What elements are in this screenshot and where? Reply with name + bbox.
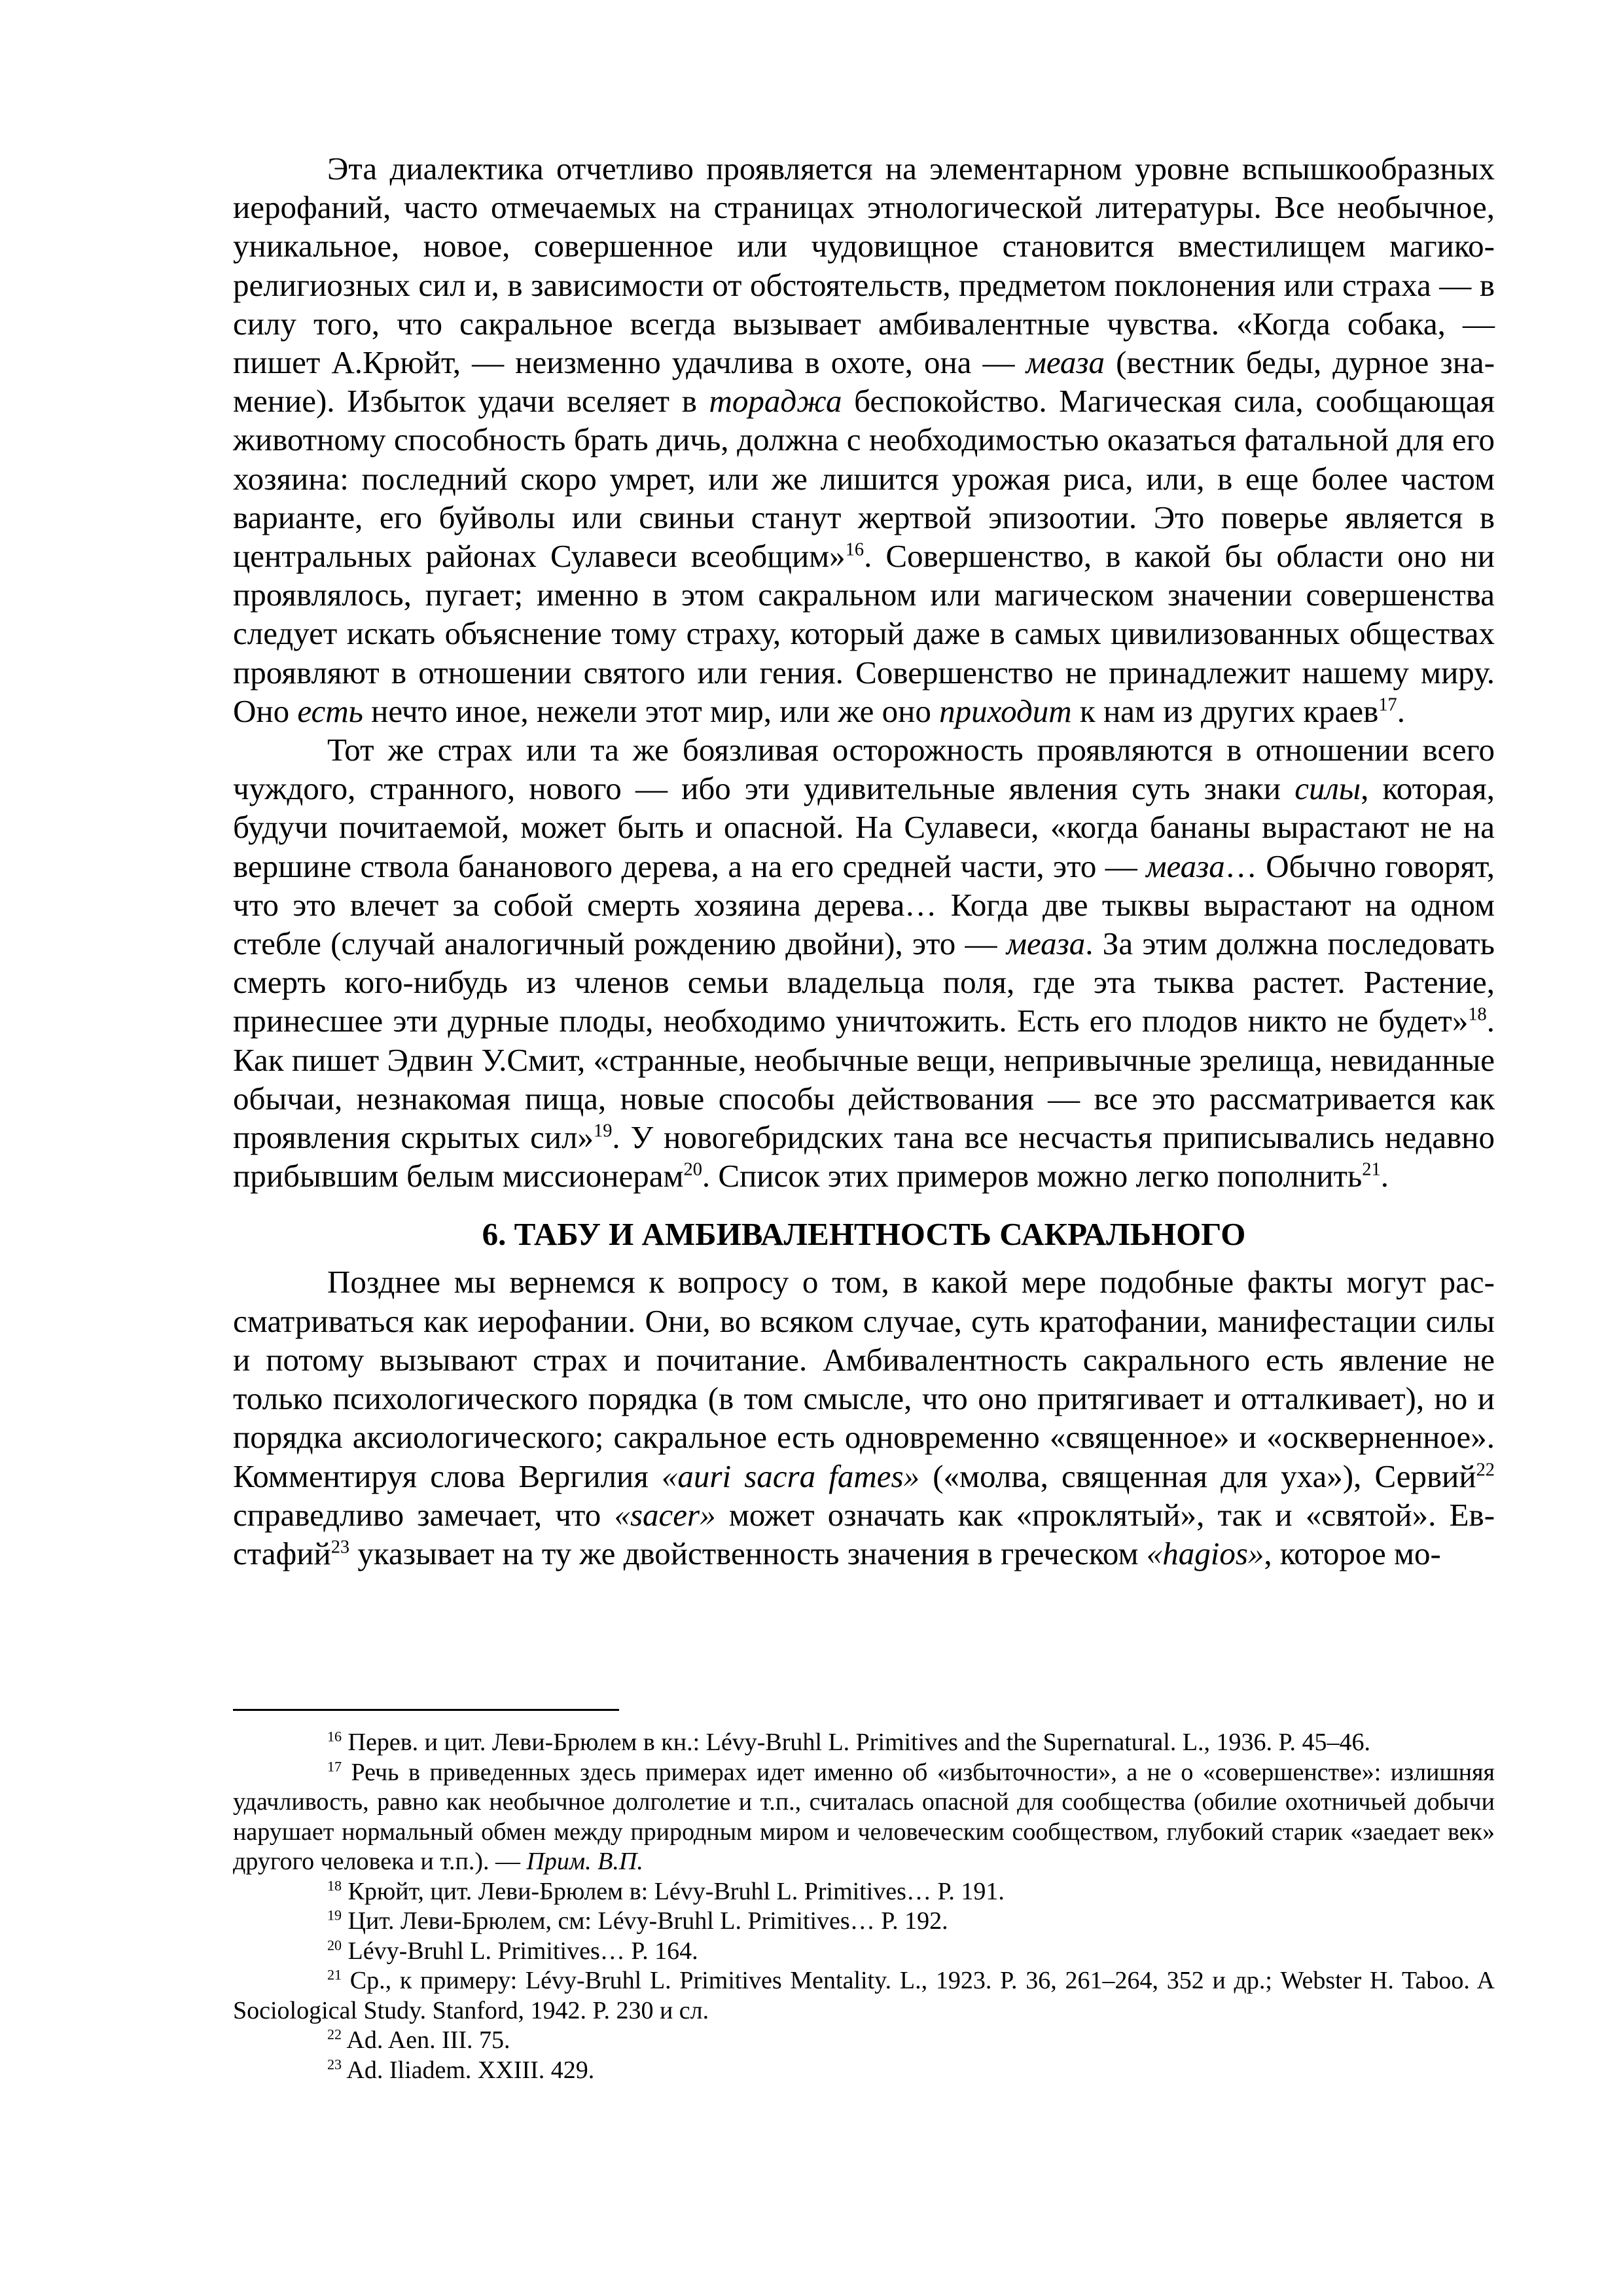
text-run: Речь в приведенных здесь примерах идет именно об «избыточности», а не о «совершенстве»: излишняя удачливость, равно как необычное долголетие и т.п., считалась опасной для сообщества (обилие охотничьей добычи нарушает нормальный обмен между природным миром и человеческим сообществом, глубокий старик «заедает век» другого человека и т.п.). —	[233, 1758, 1495, 1875]
footnote-ref: 17	[1378, 694, 1397, 715]
text-run: может означать как «проклятый», так и «святой». Евстафий	[233, 1496, 1495, 1571]
text-run: Позднее мы вернемся к вопросу о том, в какой мере подобные факты могут рассматриваться как иерофании. Они, во всяком случае, суть кратофании, манифестации силы и потому вызывают страх и почитание. Амбивалентность сакрального есть явление не только психологического порядка (в том смысле, что оно притягивает и отталкивает), но и порядка аксиологического; сакральное есть одновременно «священное» и «оскверненное». Комментируя слова Вергилия	[233, 1264, 1495, 1494]
text-run: указывает на ту же двойственность значения в греческом	[349, 1535, 1147, 1571]
paragraph-3	[233, 1263, 1495, 1573]
italic-term: «sacer»	[614, 1496, 716, 1533]
footnote-ref: 20	[683, 1159, 702, 1180]
text-run: Эта диалектика отчетливо проявляется на элементарном уровне вспышкообразных иерофаний, часто отмечаемых на страницах этнологической литературы. Все необычное, уникальное, новое, совершенное или чудовищное становится вместилищем магико-религиозных сил и, в зависимости от обстоятельств, предметом поклонения или страха — в силу того, что сакральное всегда вызывает амбивалентные чувства. «Когда собака, — пишет А.Крюйт, — неизменно удачлива в охоте, она —	[233, 151, 1495, 381]
text-run: , которое мо-	[1264, 1535, 1441, 1571]
italic-term: «auri sacra fames»	[661, 1458, 920, 1494]
footnotes	[233, 1728, 1495, 2085]
footnote-22	[233, 2026, 1495, 2056]
footnote-ref: 20	[327, 1936, 342, 1953]
footnote-18	[233, 1877, 1495, 1907]
text-run: к нам из других краев	[1071, 692, 1379, 729]
text-run: Цит. Леви-Брюлем, см: Lévy-Bruhl L. Primitives… P. 192.	[342, 1907, 948, 1935]
footnote-separator	[233, 1709, 619, 1711]
text-run: (вестник беды, дурное знамение). Избыток удачи вселяет в	[233, 344, 1495, 420]
footnote-ref: 23	[330, 1537, 350, 1558]
text-run: Ср., к примеру: Lévy-Bruhl L. Primitives Mentality. L., 1923. P. 36, 261–264, 352 и др.; Webster H. Taboo. A Sociological Study. Stanford, 1942. P. 230 и сл.	[233, 1967, 1495, 2024]
footnote-ref: 16	[327, 1728, 342, 1745]
text-run: Тот же страх или та же боязливая осторожность проявляются в отношении всего чуждого, странного, нового — ибо эти удивительные явления суть знаки	[233, 732, 1495, 807]
italic-term: Прим. В.П.	[526, 1848, 643, 1875]
text-run: Крюйт, цит. Леви-Брюлем в: Lévy-Bruhl L. Primitives… P. 191.	[342, 1877, 1005, 1905]
text-run: справедливо замечает, что	[233, 1496, 615, 1533]
text-run: . За этим должна последовать смерть кого-нибудь из членов семьи владельца поля, где эта тыква растет. Растение, принесшее эти дурные плоды, необходимо уничтожить. Есть его плодов никто не будет»	[233, 925, 1495, 1039]
italic-term: меаза	[1146, 848, 1225, 884]
footnote-ref: 18	[1468, 1004, 1487, 1025]
text-run: Ad. Iliadem. XXIII. 429.	[342, 2056, 595, 2084]
italic-term: «hagios»	[1146, 1535, 1264, 1571]
footnote-ref: 21	[327, 1966, 342, 1983]
section-heading: 6. ТАБУ И АМБИВАЛЕНТНОСТЬ САКРАЛЬНОГО	[482, 1216, 1246, 1253]
footnote-ref: 23	[327, 2055, 342, 2072]
text-run: . Список этих примеров можно легко пополнить	[702, 1158, 1363, 1194]
italic-term: есть	[297, 692, 363, 729]
footnote-ref: 19	[594, 1121, 613, 1141]
text-run: . Совершенство, в какой бы области оно ни проявлялось, пугает; именно в этом сакральном или магическом значении совершенства следует искать объяснение тому страху, который даже в самых цивилизованных обществах проявляют в отношении святого или гения. Совершенство не принадлежит нашему миру. Оно	[233, 538, 1495, 729]
paragraph-2	[233, 730, 1495, 1195]
footnote-ref: 22	[1476, 1459, 1495, 1480]
text-run: . Как пишет Эдвин У.Смит, «странные, необычные вещи, непривычные зрелища, невиданные обычаи, незнакомая пища, новые способы действования — все это рассматривается как проявления скрытых сил»	[233, 1003, 1495, 1156]
italic-term: тораджа	[709, 383, 842, 420]
footnote-ref: 19	[327, 1907, 342, 1924]
footnote-ref: 18	[327, 1876, 342, 1893]
italic-term: приходит	[939, 692, 1072, 729]
text-run: беспокойство. Магическая сила, сообщающая животному способность брать дичь, должна с необходимостью оказаться фатальной для его хозяина: последний скоро умрет, или же лишится урожая риса, или, в еще более частом варианте, его буйволы или свиньи станут жертвой эпизоотии. Это поверье является в центральных районах Сулавеси всеобщим»	[233, 383, 1495, 575]
text-run: («молва, священная для уха»), Сервий	[919, 1458, 1476, 1494]
text-run: .	[1380, 1158, 1389, 1194]
footnote-17	[233, 1758, 1495, 1877]
footnote-ref: 17	[327, 1757, 342, 1774]
footnote-20	[233, 1937, 1495, 1967]
footnote-23	[233, 2056, 1495, 2086]
footnote-19	[233, 1907, 1495, 1937]
text-run: нечто иное, нежели этот мир, или же оно	[363, 692, 940, 729]
text-run: , которая, будучи почитаемой, может быть и опасной. На Сулавеси, «когда бананы вырастают не на вершине ствола бананового дерева, а на его средней части, это —	[233, 770, 1495, 884]
italic-term: силы	[1294, 770, 1361, 807]
text-run: Перев. и цит. Леви-Брюлем в кн.: Lévy-Bruhl L. Primitives and the Supernatural. L., 1936. P. 45–46.	[342, 1729, 1370, 1756]
text-run: .	[1397, 692, 1405, 729]
paragraph-1	[233, 149, 1495, 730]
text-run: Lévy-Bruhl L. Primitives… P. 164.	[342, 1937, 698, 1965]
text-run: … Обычно говорят, что это влечет за собой смерть хозяина дерева… Когда две тыквы вырастают на одном стебле (случай аналогичный рождению двойни), это —	[233, 848, 1495, 962]
main-text	[233, 149, 1495, 1573]
text-run: . У новогебридских тана все несчастья приписывались недавно прибывшим белым миссионерам	[233, 1119, 1495, 1194]
footnote-21	[233, 1966, 1495, 2026]
footnote-ref: 16	[845, 539, 865, 560]
footnote-ref: 22	[327, 2026, 342, 2043]
italic-term: меаза	[1006, 925, 1086, 962]
footnote-ref: 21	[1362, 1159, 1381, 1180]
text-run: Ad. Aen. III. 75.	[342, 2026, 510, 2054]
footnote-16	[233, 1728, 1495, 1758]
italic-term: меаза	[1026, 344, 1105, 381]
